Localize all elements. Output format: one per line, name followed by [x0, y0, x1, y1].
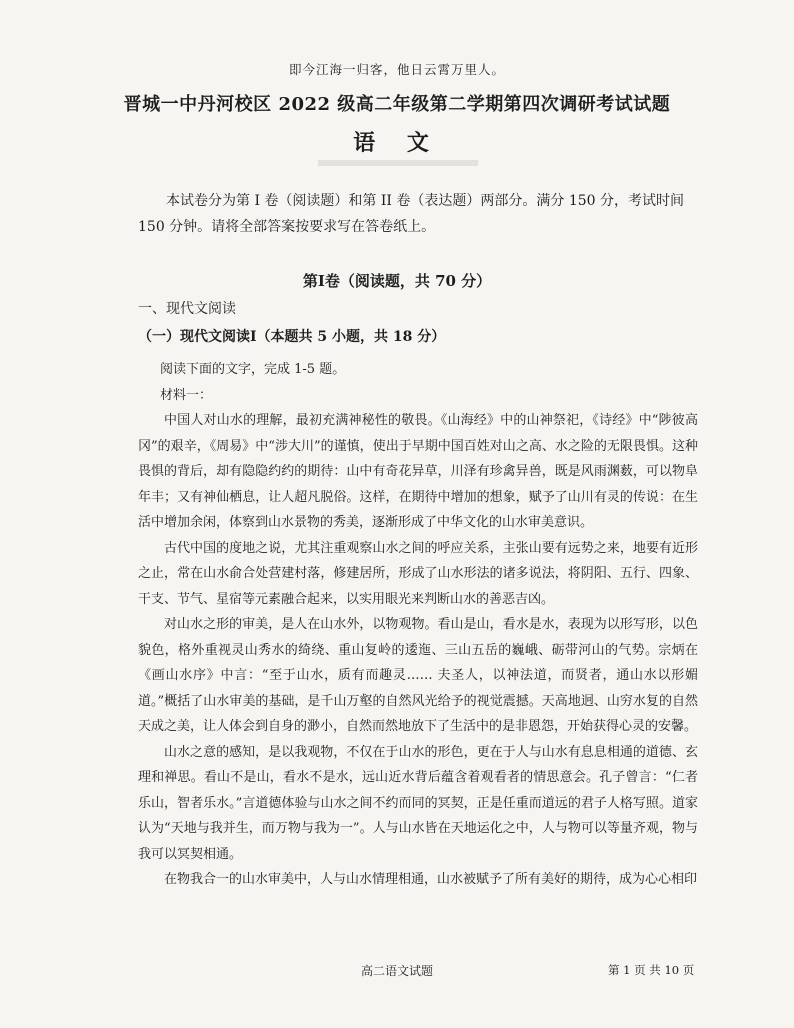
- exam-title: 晋城一中丹河校区 2022 级高二年级第二学期第四次调研考试试题: [123, 94, 671, 115]
- motto: 即今江海一归客，他日云霄万里人。: [288, 62, 505, 77]
- scan-strip: [318, 160, 478, 166]
- paragraph: 在物我合一的山水审美中，人与山水情理相通，山水被赋予了所有美好的期待，成为心心相印: [164, 872, 698, 887]
- section-heading: 一、现代文阅读: [138, 301, 236, 317]
- part-title: 第Ⅰ卷（阅读题，共 70 分）: [302, 272, 492, 290]
- page-number: 第 1 页 共 10 页: [608, 963, 695, 977]
- paragraph: 古代中国的度地之说，尤其注重观察山水之间的呼应关系，主张山要有远势之来，地要有近形之止，常在山水俞合处营建村落，修建居所，形成了山水形法的诸多说法，将阴阳、五行、四象、干支、节气、星宿等元素融合起来，以实用眼光来判断山水的善恶吉凶。: [138, 540, 698, 607]
- material-label: 材料一：: [160, 388, 213, 403]
- exam-instructions: 本试卷分为第 I 卷（阅读题）和第 II 卷（表达题）两部分。满分 150 分，考试时间 150 分钟。请将全部答案按要求写在答卷纸上。: [138, 193, 685, 235]
- paragraph: 对山水之形的审美，是人在山水外，以物观物。看山是山，看水是水，表现为以形写形，以色貌色，格外重视灵山秀水的绮绕、重山复岭的逶迤、三山五岳的巍峨、砺带河山的气势。宗炳在《画山水序》中言：“至于山水，质有而趣灵…… 夫圣人，以神法道，而贤者，通山水以形媚道。”概括了山水审美的基础，是千山万壑的自然风光给予的视觉震撼。天高地迥、山穷水复的自然天成之美，让人体会到自身的渺小，自然而然地放下了生活中的是非恩怨，开始获得心灵的安馨。: [138, 617, 698, 734]
- footer-title: 高二语文试题: [360, 964, 433, 978]
- subject-title: 语 文: [353, 130, 441, 156]
- reading-passage: [138, 408, 698, 893]
- paragraph: 中国人对山水的理解，最初充满神秘性的敬畏。《山海经》中的山神祭祀，《诗经》中“陟彼高冈”的艰辛，《周易》中“涉大川”的谨慎，使出于早期中国百姓对山之高、水之险的无限畏惧。这种畏惧的背后，却有隐隐约约的期待：山中有奇花异草，川泽有珍禽异兽，既是风雨渊薮，可以物阜年丰；又有神仙栖息，让人超凡脱俗。这样，在期待中增加的想象，赋予了山川有灵的传说：在生活中增加余闲，体察到山水景物的秀美，逐渐形成了中华文化的山水审美意识。: [138, 413, 698, 530]
- paragraph: 山水之意的感知，是以我观物，不仅在于山水的形色，更在于人与山水有息息相通的道德、玄理和禅思。看山不是山，看水不是水，远山近水背后蕴含着观看者的情思意会。孔子曾言：“仁者乐山，智者乐水。”言道德体验与山水之间不约而同的冥契，正是任重而道远的君子人格写照。道家认为“天地与我并生，而万物与我为一”。人与山水皆在天地运化之中，人与物可以等量齐观，物与我可以冥契相通。: [138, 744, 698, 862]
- subsection-heading: （一）现代文阅读Ⅰ（本题共 5 小题，共 18 分）: [138, 329, 446, 345]
- reading-instruction: 阅读下面的文字，完成 1-5 题。: [160, 362, 346, 377]
